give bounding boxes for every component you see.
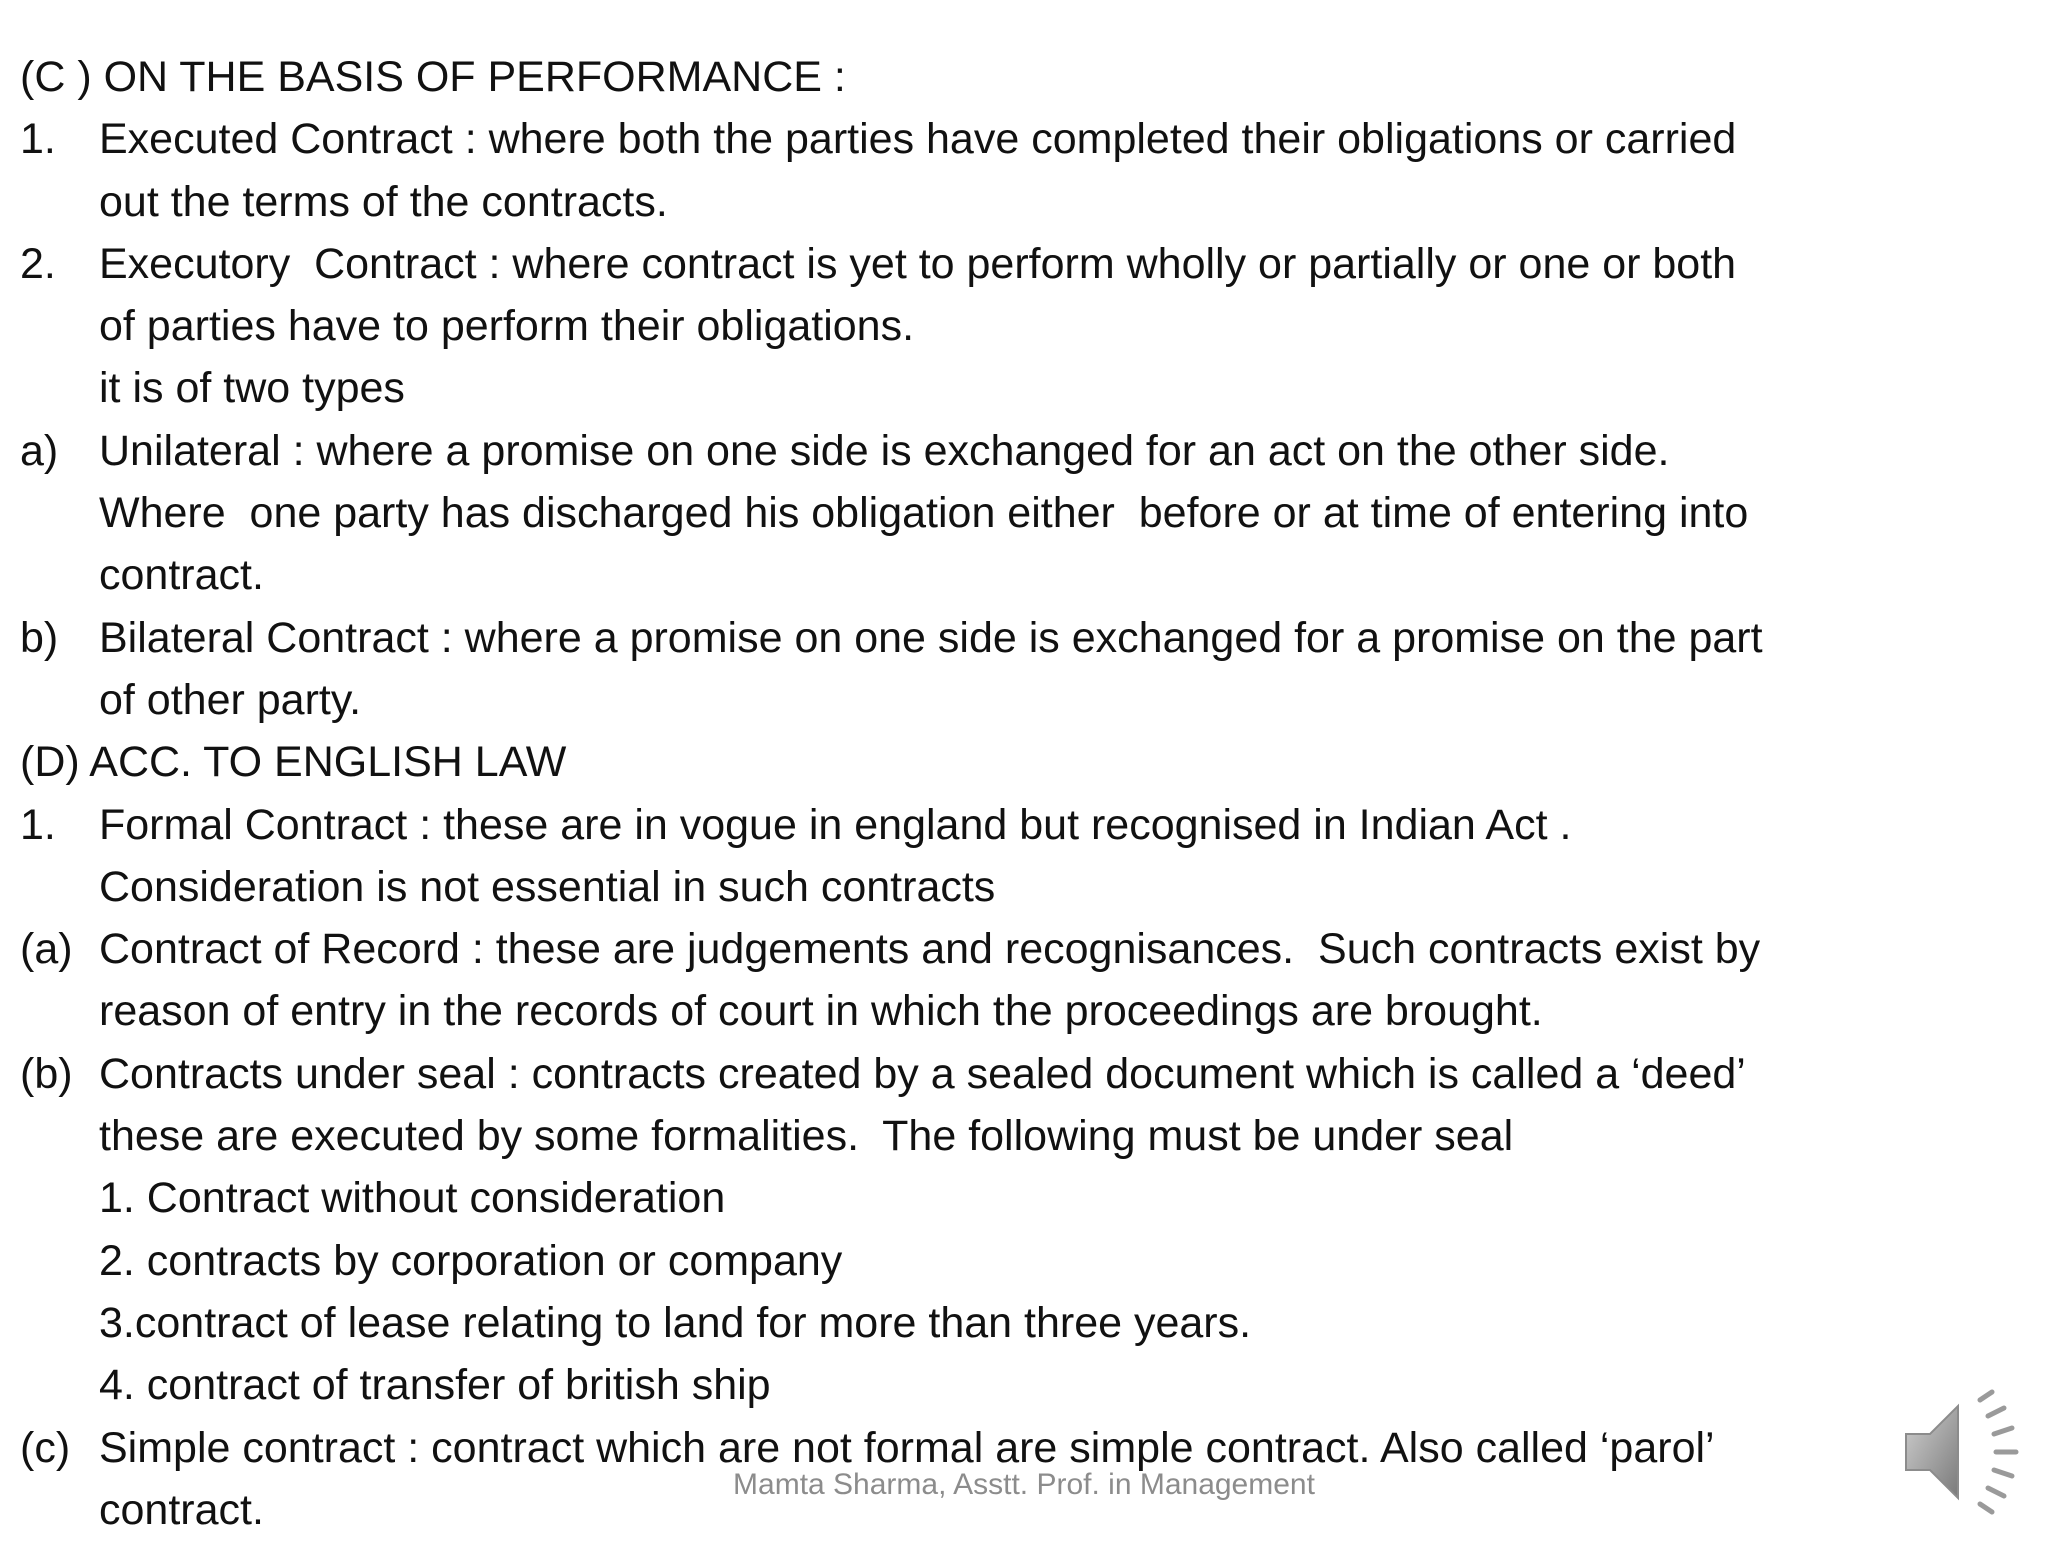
slide-content (20, 46, 1960, 1541)
list-item-seal (20, 1043, 1960, 1168)
heading-performance: (C ) ON THE BASIS OF PERFORMANCE : (20, 53, 846, 101)
list-marker: (a) (20, 925, 73, 974)
seal-list-item: 2. contracts by corporation or company (99, 1236, 843, 1285)
seal-list-item: 3.contract of lease relating to land for more than three years. (99, 1298, 1252, 1347)
list-marker: (c) (20, 1423, 71, 1472)
text-line: Where one party has discharged his obligation either before or at time of entering into (99, 489, 1749, 538)
list-text (99, 607, 1960, 732)
heading-english-law: (D) ACC. TO ENGLISH LAW (20, 738, 567, 787)
seal-list-item: 1. Contract without consideration (99, 1174, 726, 1223)
list-marker: 1. (20, 115, 56, 164)
list-marker: 1. (20, 800, 56, 849)
list-text (99, 794, 1960, 919)
text-line: contract. (99, 1485, 264, 1534)
text-line: of parties have to perform their obligations. (99, 302, 915, 351)
list-item-bilateral (20, 607, 1960, 732)
list-text (99, 1043, 1960, 1168)
text-line: reason of entry in the records of court in which the proceedings are brought. (99, 987, 1543, 1036)
list-text (99, 918, 1960, 1043)
list-item-record (20, 918, 1960, 1043)
speaker-icon[interactable] (1896, 1382, 2036, 1522)
slide-footer: Mamta Sharma, Asstt. Prof. in Management (733, 1468, 1315, 1501)
seal-list-item: 4. contract of transfer of british ship (99, 1361, 771, 1410)
text-line: it is of two types (99, 364, 405, 413)
text-line: Executory Contract : where contract is yet to perform wholly or partially or one or both (99, 239, 1737, 288)
list-item-executory (20, 233, 1960, 420)
list-marker: a) (20, 426, 59, 475)
text-line: out the terms of the contracts. (99, 177, 668, 226)
text-line: of other party. (99, 675, 362, 724)
speaker-icon-graphic (1896, 1382, 2036, 1522)
list-item-unilateral (20, 420, 1960, 607)
list-text (99, 233, 1960, 420)
list-text (99, 420, 1960, 607)
list-marker: 2. (20, 239, 56, 288)
list-item-executed (20, 108, 1960, 233)
list-marker: b) (20, 613, 59, 662)
list-marker: (b) (20, 1049, 73, 1098)
text-line: Unilateral : where a promise on one side is exchanged for an act on the other side. (99, 426, 1670, 475)
text-line: Executed Contract : where both the parties have completed their obligations or carried (99, 115, 1737, 164)
text-line: Formal Contract : these are in vogue in england but recognised in Indian Act . (99, 800, 1572, 849)
text-line: contract. (99, 551, 264, 600)
list-item-formal (20, 794, 1960, 919)
list-text (99, 108, 1960, 233)
text-line: Bilateral Contract : where a promise on one side is exchanged for a promise on the part (99, 613, 1763, 662)
text-line: Consideration is not essential in such contracts (99, 862, 996, 911)
text-line: these are executed by some formalities. The following must be under seal (99, 1112, 1514, 1161)
text-line: Contracts under seal : contracts created by a sealed document which is called a ‘deed’ (99, 1049, 1746, 1098)
text-line: Simple contract : contract which are not formal are simple contract. Also called ‘parol’ (99, 1423, 1715, 1472)
text-line: Contract of Record : these are judgements and recognisances. Such contracts exist by (99, 925, 1761, 974)
